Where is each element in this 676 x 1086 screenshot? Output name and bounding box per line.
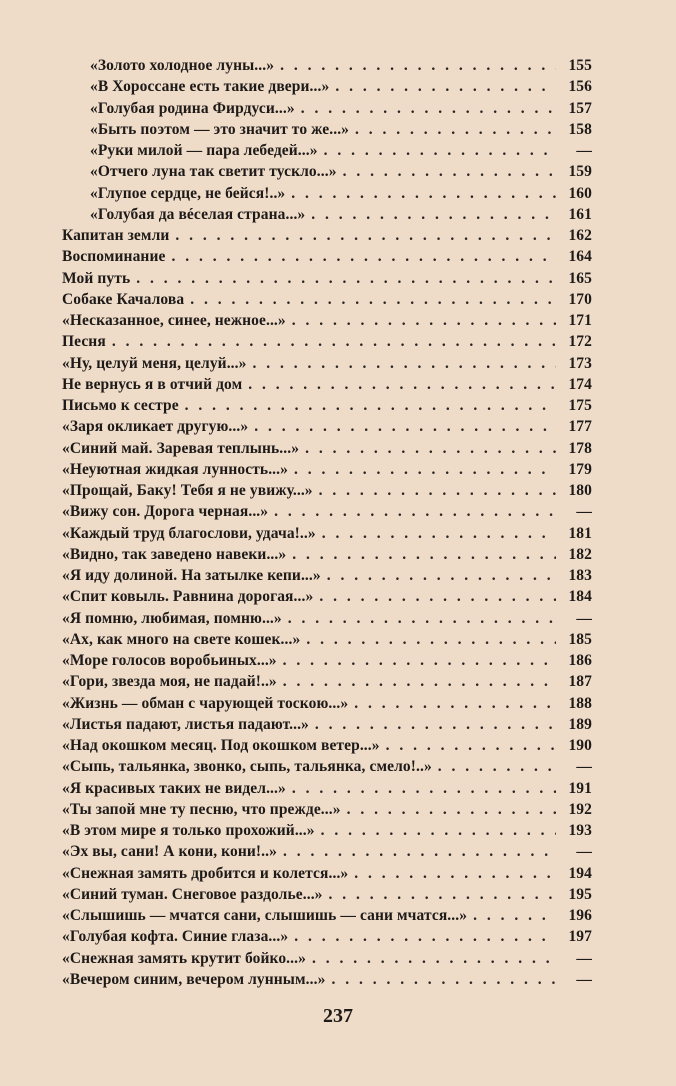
toc-entry-title: Капитан земли: [62, 227, 170, 244]
toc-entry-title: «Я помню, любимая, помню...»: [62, 609, 282, 627]
toc-entry: [62, 695, 592, 716]
dot-leader: [112, 333, 556, 351]
toc-entry-page: 165: [568, 269, 592, 287]
dot-leader: [311, 206, 556, 224]
dot-leader: [283, 843, 556, 861]
toc-entry-title: «Ах, как много на свете кошек...»: [62, 630, 301, 648]
toc-entry-title: «Каждый труд благослови, удача!..»: [62, 524, 316, 542]
toc-entry: [62, 503, 592, 524]
toc-entry: [62, 163, 592, 184]
dot-leader: [288, 610, 556, 628]
dot-leader: [324, 142, 556, 160]
toc-entry: [62, 248, 592, 269]
toc-entry-title: «Несказанное, синее, нежное...»: [62, 312, 286, 329]
toc-entry-page: 186: [568, 652, 592, 669]
toc-entry-page: 185: [568, 630, 592, 648]
toc-entry: [62, 100, 592, 121]
toc-entry-title: «Видно, так заведено навеки...»: [62, 545, 287, 563]
toc-entry-page: 173: [568, 354, 592, 372]
toc-entry: [62, 716, 592, 737]
dot-leader: [306, 631, 556, 649]
toc-entry: [62, 440, 592, 461]
dot-leader: [283, 652, 556, 670]
toc-entry-page: 170: [568, 290, 592, 308]
table-of-contents: [62, 57, 592, 992]
toc-entry-page: 177: [568, 418, 592, 436]
toc-entry-page: 156: [568, 78, 592, 96]
dot-leader: [473, 907, 556, 925]
toc-entry-title: «Снежная замять дробится и колется...»: [62, 864, 349, 882]
toc-entry-page: —: [576, 503, 592, 521]
toc-entry-page: 189: [568, 715, 592, 733]
toc-entry-page: 164: [568, 248, 592, 266]
toc-entry-title: «Спит ковыль. Равнина дорогая...»: [62, 588, 314, 606]
toc-entry: [62, 907, 592, 928]
toc-entry-page: 182: [568, 545, 592, 563]
toc-entry: [62, 567, 592, 588]
toc-entry-page: 196: [568, 907, 592, 924]
toc-entry-page: 171: [568, 312, 592, 329]
toc-entry-page: —: [576, 758, 592, 776]
toc-entry: [62, 865, 592, 886]
toc-entry-page: 157: [568, 99, 592, 117]
toc-entry-page: —: [576, 949, 592, 967]
dot-leader: [254, 418, 556, 436]
toc-entry-page: 172: [568, 333, 592, 351]
dot-leader: [294, 928, 556, 946]
dot-leader: [331, 971, 556, 989]
dot-leader: [327, 567, 556, 585]
dot-leader: [335, 78, 556, 96]
dot-leader: [343, 163, 556, 181]
toc-entry: [62, 673, 592, 694]
toc-entry-title: «Вечером синим, вечером лунным...»: [62, 970, 326, 988]
toc-entry-title: «Гори, звезда моя, не падай!..»: [62, 673, 277, 691]
toc-entry-title: «Голубая кофта. Синие глаза...»: [62, 928, 289, 946]
toc-entry-page: 193: [568, 822, 592, 839]
toc-entry: [62, 737, 592, 758]
toc-entry-title: Собаке Качалова: [62, 290, 185, 308]
dot-leader: [292, 312, 556, 330]
toc-entry-page: 183: [568, 567, 592, 584]
toc-entry-page: —: [576, 843, 592, 861]
toc-entry-title: «Синий туман. Снеговое раздолье...»: [62, 885, 323, 903]
toc-entry-title: Не вернусь я в отчий дом: [62, 375, 243, 393]
toc-entry: [62, 355, 592, 376]
toc-entry-page: 191: [568, 779, 592, 797]
dot-leader: [291, 185, 556, 203]
toc-entry: [62, 291, 592, 312]
toc-entry-title: «Снежная замять крутит бойко...»: [62, 949, 306, 967]
toc-entry-title: «Голубая да вéселая страна...»: [90, 205, 306, 223]
dot-leader: [294, 461, 556, 479]
dot-leader: [280, 57, 556, 75]
toc-entry: [62, 610, 592, 631]
toc-entry-title: «Быть поэтом — это значит то же...»: [90, 120, 350, 138]
toc-entry-page: 181: [568, 524, 592, 542]
toc-entry-page: 178: [568, 439, 592, 457]
toc-entry: [62, 397, 592, 418]
toc-entry: [62, 312, 592, 333]
dot-leader: [438, 758, 556, 776]
toc-entry-page: 159: [568, 163, 592, 181]
toc-entry-page: 195: [568, 885, 592, 903]
toc-entry: [62, 971, 592, 992]
dot-leader: [355, 121, 556, 139]
toc-entry: [62, 78, 592, 99]
toc-entry-title: «Ну, целуй меня, целуй...»: [62, 354, 247, 372]
toc-entry-page: 161: [568, 205, 592, 223]
toc-entry: [62, 631, 592, 652]
toc-entry-title: «Отчего луна так светит тускло...»: [90, 163, 337, 181]
toc-entry-title: «Я красивых таких не видел...»: [62, 779, 286, 797]
dot-leader: [312, 950, 556, 968]
toc-entry-title: Письмо к сестре: [62, 397, 179, 414]
dot-leader: [329, 886, 556, 904]
dot-leader: [292, 780, 556, 798]
toc-entry: [62, 376, 592, 397]
toc-entry-title: «Эх вы, сани! А кони, кони!..»: [62, 843, 277, 861]
toc-entry-title: Песня: [62, 333, 106, 351]
dot-leader: [190, 291, 556, 309]
toc-entry-title: «В этом мире я только прохожий...»: [62, 822, 315, 839]
toc-entry-page: 192: [568, 800, 592, 818]
toc-entry-page: —: [576, 970, 592, 988]
toc-entry-page: 180: [568, 482, 592, 499]
page-number: 237: [323, 1005, 353, 1027]
dot-leader: [319, 482, 556, 500]
toc-entry-title: «Синий май. Заревая теплынь...»: [62, 439, 300, 457]
toc-entry: [62, 928, 592, 949]
toc-entry-page: —: [576, 609, 592, 627]
dot-leader: [274, 503, 556, 521]
dot-leader: [315, 716, 556, 734]
toc-entry-page: 187: [568, 673, 592, 691]
toc-entry-title: «Неуютная жидкая лунность...»: [62, 460, 288, 478]
toc-entry: [62, 886, 592, 907]
toc-entry-page: 162: [568, 227, 592, 244]
toc-entry: [62, 418, 592, 439]
toc-entry-title: «Жизнь — обман с чарующей тоскою...»: [62, 694, 349, 712]
dot-leader: [322, 525, 556, 543]
toc-entry-page: 155: [568, 57, 592, 74]
toc-entry-title: «Над окошком месяц. Под окошком ветер...»: [62, 737, 380, 754]
dot-leader: [321, 822, 556, 840]
dot-leader: [301, 100, 556, 118]
toc-entry-title: «Сыпь, тальянка, звонко, сыпь, тальянка, смело!..»: [62, 758, 432, 776]
toc-entry-title: «Глупое сердце, не бейся!..»: [90, 184, 286, 202]
dot-leader: [292, 546, 556, 564]
toc-entry: [62, 270, 592, 291]
toc-entry-page: 188: [568, 694, 592, 712]
toc-entry-page: 175: [568, 397, 592, 414]
toc-entry: [62, 758, 592, 779]
dot-leader: [175, 227, 556, 245]
toc-entry-page: 197: [568, 928, 592, 946]
toc-entry: [62, 546, 592, 567]
toc-entry-title: «Заря окликает другую...»: [62, 418, 249, 436]
toc-entry-title: «Листья падают, листья падают...»: [62, 715, 309, 733]
toc-entry: [62, 801, 592, 822]
toc-entry-page: 158: [568, 120, 592, 138]
toc-entry: [62, 843, 592, 864]
toc-entry-title: «В Хороссане есть такие двери...»: [90, 78, 330, 96]
dot-leader: [185, 397, 556, 415]
toc-entry-title: Воспоминание: [62, 248, 166, 266]
toc-entry-title: «Золото холодное луны...»: [90, 57, 275, 74]
toc-entry: [62, 333, 592, 354]
dot-leader: [171, 248, 556, 266]
toc-entry-title: «Руки милой — пара лебедей...»: [90, 142, 318, 159]
dot-leader: [305, 440, 556, 458]
toc-entry: [62, 185, 592, 206]
toc-entry: [62, 652, 592, 673]
toc-entry-title: Мой путь: [62, 269, 131, 287]
dot-leader: [354, 865, 556, 883]
dot-leader: [354, 695, 556, 713]
toc-entry: [62, 227, 592, 248]
toc-entry-page: 194: [568, 864, 592, 882]
toc-entry-page: 190: [568, 737, 592, 754]
toc-entry-title: «Я иду долиной. На затылке кепи...»: [62, 567, 321, 584]
toc-entry: [62, 780, 592, 801]
dot-leader: [319, 588, 556, 606]
dot-leader: [347, 801, 556, 819]
toc-entry-page: 174: [568, 375, 592, 393]
toc-entry: [62, 461, 592, 482]
dot-leader: [283, 673, 556, 691]
toc-entry: [62, 121, 592, 142]
toc-entry-page: 184: [568, 588, 592, 606]
toc-entry-title: «Море голосов воробьиных...»: [62, 652, 277, 669]
toc-entry: [62, 142, 592, 163]
dot-leader: [386, 737, 556, 755]
dot-leader: [252, 355, 556, 373]
toc-entry: [62, 206, 592, 227]
toc-entry-title: «Голубая родина Фирдуси...»: [90, 99, 295, 117]
toc-entry-title: «Вижу сон. Дорога черная...»: [62, 503, 269, 521]
toc-entry-page: 179: [568, 460, 592, 478]
toc-entry: [62, 482, 592, 503]
toc-entry: [62, 588, 592, 609]
toc-entry-page: —: [576, 142, 592, 159]
toc-entry-title: «Слышишь — мчатся сани, слышишь — сани мчатся...»: [62, 907, 468, 924]
dot-leader: [136, 270, 556, 288]
toc-entry-title: «Прощай, Баку! Тебя я не увижу...»: [62, 482, 313, 499]
toc-entry: [62, 822, 592, 843]
toc-entry: [62, 950, 592, 971]
toc-entry-page: 160: [568, 184, 592, 202]
toc-entry: [62, 525, 592, 546]
dot-leader: [248, 376, 556, 394]
toc-entry-title: «Ты запой мне ту песню, что прежде...»: [62, 800, 341, 818]
toc-entry: [62, 57, 592, 78]
